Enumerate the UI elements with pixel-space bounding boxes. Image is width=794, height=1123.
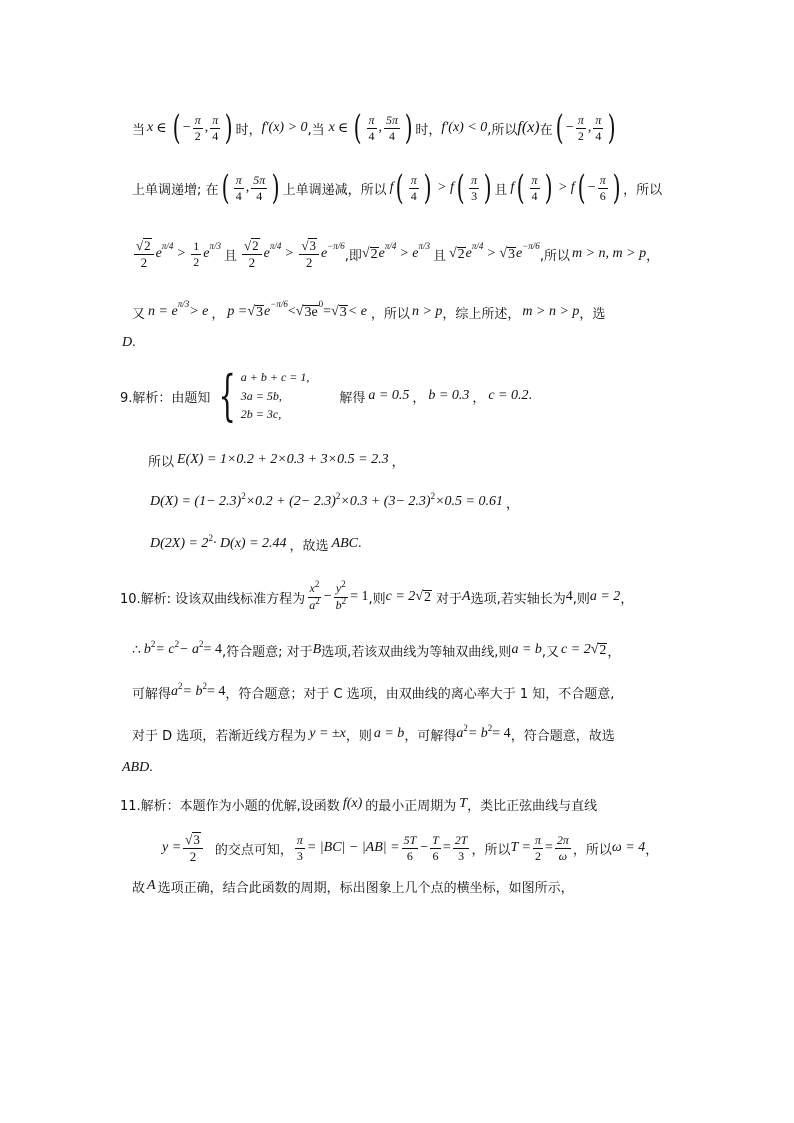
p11-line2: y = √ 3 2 的交点可知， $\frac{\pi}{3}$ = |BC| − |AB| = $\frac{5T}{6}$ − $\frac{T}{6}$ = $\frac{2T}{3}$ ，所以 T = $\frac{\pi}{2}$ = $\frac{2\pi}{\omega}$ ，所以 ω = 4 ， bbox=[162, 832, 659, 864]
p10-line1: 10.解析: 设该双曲线标准方程为 $\frac{x^2}{a^2}$ − $\frac{y^2}{b^2}$ = 1 ,则 c = 2 √ 2 对于 A 选项,若实轴长为 4 ,则 a = 2 ， bbox=[120, 578, 634, 612]
frac-pi-4c: $\frac{\pi}{4}$ bbox=[595, 112, 602, 143]
frac-5pi-4: $\frac{5\pi}{4}$ bbox=[386, 112, 399, 143]
p11-line1: 11.解析：本题作为小题的优解,设函数 f(x) 的最小正周期为 T ，类比正弦曲线与直线 bbox=[120, 796, 598, 814]
p10-line5: ABD . bbox=[122, 760, 153, 775]
frac-pi-2: $\frac{\pi}{2}$ bbox=[194, 112, 201, 143]
p10-line2: ∴ b 2 = c 2 − a 2 = 4 ,符合题意; 对于 B 选项,若该双曲线为等轴双曲线,则 a = b ,又 c = 2 √ 2 ， bbox=[132, 639, 621, 660]
p9-line2: 所以 E(X) = 1×0.2 + 2×0.3 + 3×0.5 = 2.3 ， bbox=[148, 452, 405, 470]
p8-line4: 又 n = e π/3 > e ， p = √ 3 e −π/6 < √ 3e 0 = √ 3 < e ，所以 n > p ，综上所述， m > n > p ，选 bbox=[132, 299, 606, 322]
p9-line1: 9.解析：由题知 { a + b + c = 1, 3a = 5b, 2b = 3c, 解得 a = 0.5 ， b = 0.3 ， c = 0.2 . bbox=[120, 364, 533, 427]
p9-line3: D(X) = (1− 2.3) 2 ×0.2 + (2− 2.3) 2 ×0.3 + (3− 2.3) 2 ×0.5 = 0.61 ， bbox=[150, 491, 519, 512]
frac-pi-4b: $\frac{\pi}{4}$ bbox=[368, 112, 375, 143]
frac-pi-4: $\frac{\pi}{4}$ bbox=[212, 112, 219, 143]
p9-line4: D(2X) = 2 2 · D(x) = 2.44 ，故选 ABC . bbox=[150, 533, 362, 554]
p10-line3: 可解得 a 2 = b 2 = 4 ，符合题意；对于 C 选项，由双曲线的离心率大于 1 知，不合题意, bbox=[132, 681, 615, 702]
p10-line4: 对于 D 选项，若渐近线方程为 y = ±x ，则 a = b ，可解得 a 2 = b 2 = 4 ，符合题意，故选 bbox=[132, 723, 615, 744]
p8-line1: 当 x ∈ ( − $\frac{\pi}{2}$ , $\frac{\pi}{4}$ ) 时， f′(x) > 0 ,当 x ∈ ( $\frac{\pi}{4}$ , $\frac{5\pi}{4}$ ) 时， f′(x) < 0 ,所以 f(x) 在 ( − $\frac{\pi}{2}$ , $\frac{\pi}{4}$ ) bbox=[132, 108, 616, 148]
equation-system: { a + b + c = 1, 3a = 5b, 2b = 3c, bbox=[218, 364, 310, 427]
p8-line2: 上单调递增; 在 ( $\frac{\pi}{4}$ , $\frac{5\pi}{4}$ ) 上单调递减，所以 f ( $\frac{\pi}{4}$ ) > f ( $\frac{\pi}{3}$ ) 且 f ( $\frac{\pi}{4}$ ) > f ( − $\frac{\pi}{6}$ ) ，所以 bbox=[132, 168, 663, 208]
p11-line3: 故 A 选项正确，结合此函数的周期，标出图象上几个点的横坐标，如图所示， bbox=[132, 878, 574, 896]
p8-line5: D . bbox=[122, 335, 136, 350]
p8-line3: √ 2 2 e π/4 > $\frac{1}{2}$ e π/3 且 √ 2 2 e π/4 > √ 3 2 e −π/6 ,即 √ 2 e π/4 > e π/3 且 √ 2 e π/4 > √ 3 e −π/6 ,所以 m > n, m > p ， bbox=[136, 238, 660, 270]
frac-pi-2b: $\frac{\pi}{2}$ bbox=[577, 112, 584, 143]
